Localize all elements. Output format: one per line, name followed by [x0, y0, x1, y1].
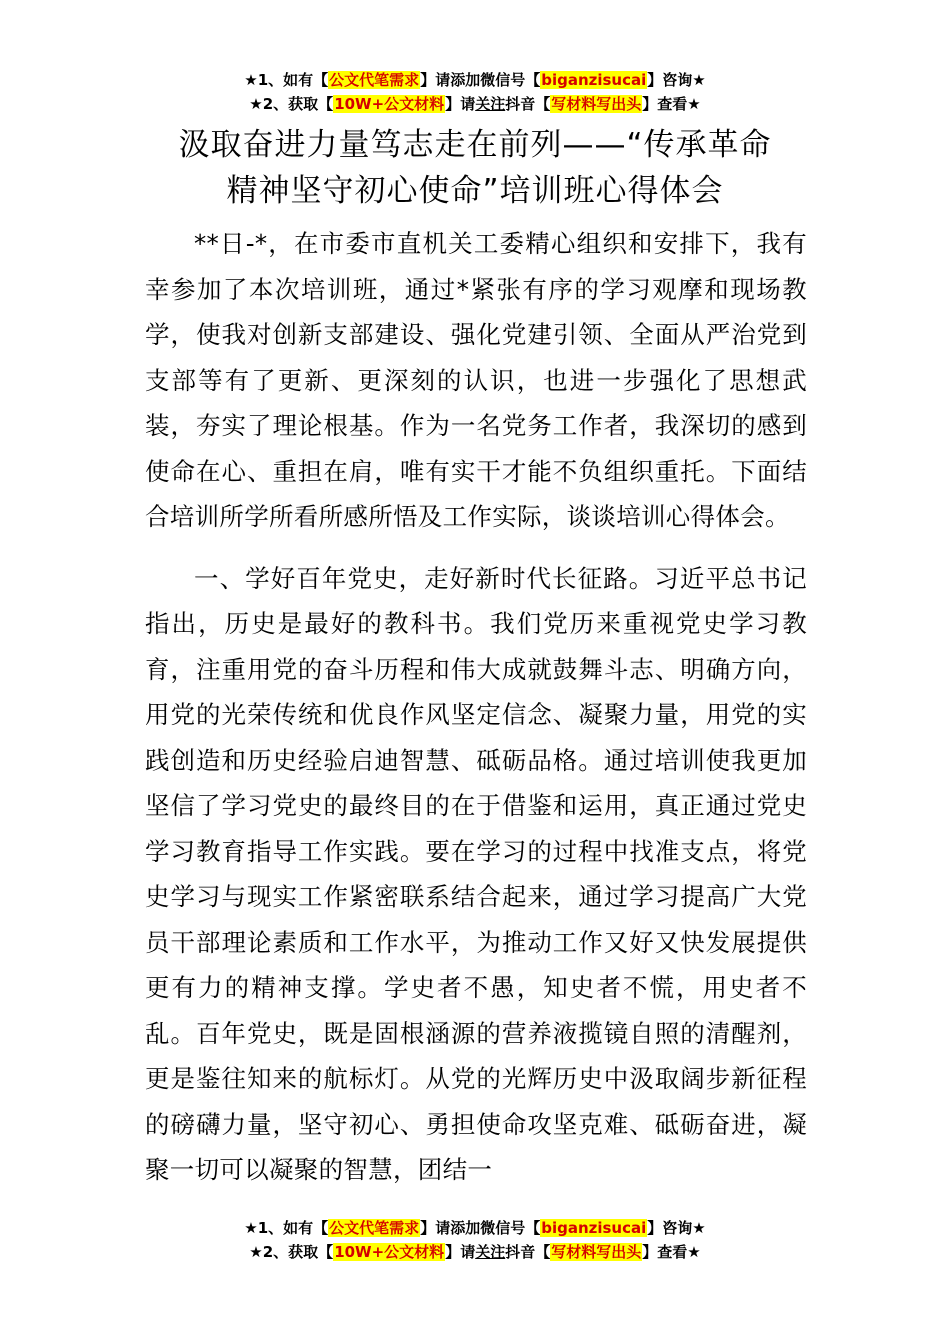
footer-banner: [0, 1216, 950, 1264]
title-line-2: 精神坚守初心使命”培训班心得体会: [226, 173, 724, 209]
banner-line-2: [0, 92, 950, 116]
header-banner: [0, 68, 950, 116]
banner-underlined: 关注: [475, 95, 506, 113]
paragraph-section-1: 一、学好百年党史，走好新时代长征路。习近平总书记指出，历史是最好的教科书。我们党历来重视党史学习教育，注重用党的奋斗历程和伟大成就鼓舞斗志、明确方向，用党的光荣传统和优良作风坚定信念、凝聚力量，用党的实践创造和历史经验启迪智慧、砥砺品格。通过培训使我更加坚信了学习党史的最终目的在于借鉴和运用，真正通过党史学习教育指导工作实践。要在学习的过程中找准支点，将党史学习与现实工作紧密联系结合起来，通过学习提高广大党员干部理论素质和工作水平，为推动工作又好又快发展提供更有力的精神支撑。学史者不愚，知史者不慌，用史者不乱。百年党史，既是固根涵源的营养液揽镜自照的清醒剂，更是鉴往知来的航标灯。从党的光辉历史中汲取阔步新征程的磅礴力量，坚守初心、勇担使命攻坚克难、砥砺奋进，凝聚一切可以凝聚的智慧，团结一: [145, 563, 807, 1184]
banner-text: 】咨询★: [647, 71, 706, 89]
banner-highlight: 10W+公文材料: [334, 95, 445, 113]
banner-text: ★1、如有【: [244, 71, 329, 89]
banner-text: 】查看★: [642, 1243, 701, 1261]
wechat-id-highlight: biganzisucai: [541, 1219, 647, 1237]
banner-line-1: [0, 1216, 950, 1240]
document-title: [60, 122, 890, 214]
banner-highlight: 写材料写出头: [551, 95, 642, 113]
banner-highlight: 10W+公文材料: [334, 1243, 445, 1261]
banner-highlight: 公文代笔需求: [329, 1219, 420, 1237]
banner-highlight: 公文代笔需求: [329, 71, 420, 89]
banner-text: 】请: [445, 1243, 476, 1261]
banner-text: ★1、如有【: [244, 1219, 329, 1237]
banner-text: 】请添加微信号【: [420, 1219, 541, 1237]
banner-text: 】请添加微信号【: [420, 71, 541, 89]
banner-text: ★2、获取【: [249, 1243, 334, 1261]
banner-text: ★2、获取【: [249, 95, 334, 113]
banner-underlined: 关注: [475, 1243, 506, 1261]
document-body: [145, 221, 807, 1193]
title-line-1: 汲取奋进力量笃志走在前列——“传承革命: [178, 127, 772, 163]
banner-text: 抖音【: [505, 1243, 551, 1261]
banner-line-1: [0, 68, 950, 92]
banner-highlight: 写材料写出头: [551, 1243, 642, 1261]
banner-text: 抖音【: [505, 95, 551, 113]
banner-text: 】咨询★: [647, 1219, 706, 1237]
paragraph-intro: **日-*，在市委市直机关工委精心组织和安排下，我有幸参加了本次培训班，通过*紧张有序的学习观摩和现场教学，使我对创新支部建设、强化党建引领、全面从严治党到支部等有了更新、更深刻的认识，也进一步强化了思想武装，夯实了理论根基。作为一名党务工作者，我深切的感到使命在心、重担在肩，唯有实干才能不负组织重托。下面结合培训所学所看所感所悟及工作实际，谈谈培训心得体会。: [145, 229, 807, 531]
banner-text: 】请: [445, 95, 476, 113]
banner-text: 】查看★: [642, 95, 701, 113]
banner-line-2: [0, 1240, 950, 1264]
wechat-id-highlight: biganzisucai: [541, 71, 647, 89]
